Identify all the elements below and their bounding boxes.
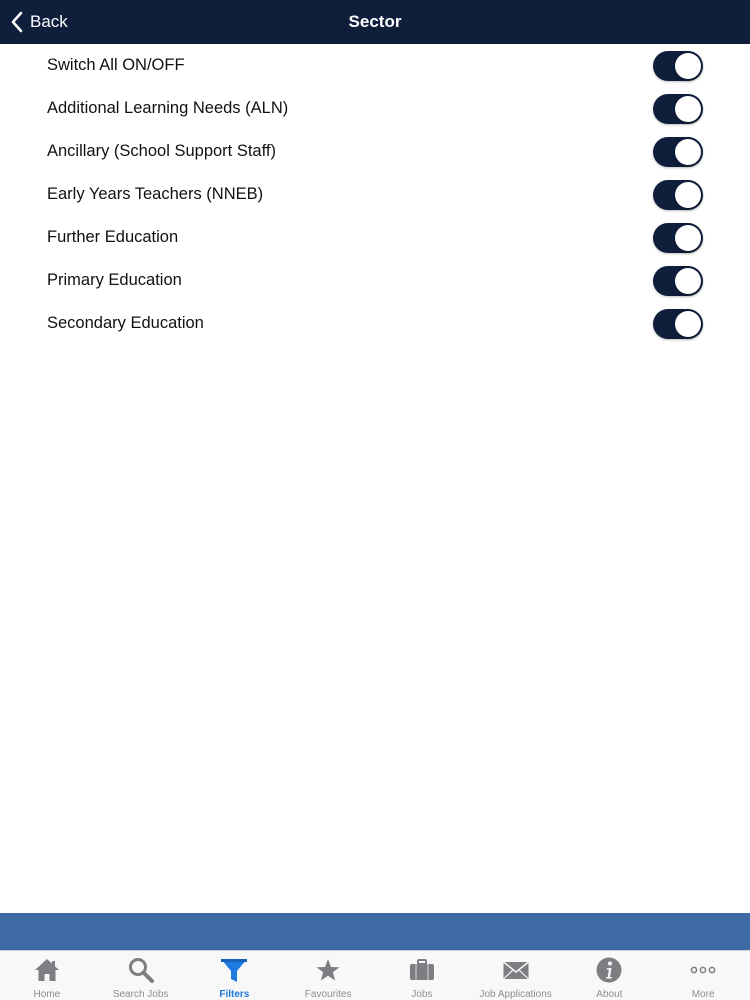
sector-row-further-education [0, 216, 750, 259]
sector-row-primary-education [0, 259, 750, 302]
toggle-knob [675, 96, 701, 122]
tab-bar [0, 950, 750, 1000]
star-icon [314, 956, 342, 984]
tab-favourites[interactable] [281, 951, 375, 1000]
toggle-knob [675, 268, 701, 294]
sector-row-early-years [0, 173, 750, 216]
back-button-label: Back [30, 12, 68, 31]
toggle-knob [675, 225, 701, 251]
tab-about[interactable] [563, 951, 657, 1000]
navigation-bar [0, 0, 750, 44]
search-icon [127, 956, 155, 984]
row-label: Ancillary (School Support Staff) [47, 142, 276, 160]
tab-jobs[interactable] [375, 951, 469, 1000]
ancillary-toggle[interactable] [653, 137, 703, 167]
tab-home[interactable] [0, 951, 94, 1000]
aln-toggle[interactable] [653, 94, 703, 124]
toggle-knob [675, 53, 701, 79]
further-education-toggle[interactable] [653, 223, 703, 253]
tab-filters[interactable] [188, 951, 282, 1000]
row-label: Further Education [47, 228, 179, 246]
sector-row-secondary-education [0, 302, 750, 345]
tab-search-jobs[interactable] [94, 951, 188, 1000]
sector-list [0, 44, 750, 345]
tab-label: Favourites [304, 989, 352, 1000]
sector-row-ancillary [0, 130, 750, 173]
sector-row-aln [0, 87, 750, 130]
tab-label: Job Applications [479, 989, 552, 1000]
switch-all-toggle[interactable] [653, 51, 703, 81]
home-icon [33, 956, 61, 984]
footer-band [0, 913, 750, 950]
secondary-education-toggle[interactable] [653, 309, 703, 339]
row-label: Additional Learning Needs (ALN) [47, 99, 289, 117]
row-label: Early Years Teachers (NNEB) [47, 185, 264, 203]
briefcase-icon [408, 956, 436, 984]
page-title: Sector [348, 12, 402, 31]
filter-icon [220, 956, 248, 984]
tab-label: About [596, 989, 623, 1000]
tab-job-applications[interactable] [469, 951, 563, 1000]
tab-label: More [691, 989, 715, 1000]
toggle-knob [675, 311, 701, 337]
tab-label: Filters [219, 989, 250, 1000]
tab-label: Search Jobs [112, 989, 169, 1000]
chevron-left-icon [10, 11, 24, 33]
row-label: Primary Education [47, 271, 182, 289]
more-icon [689, 956, 717, 984]
tab-label: Jobs [411, 989, 433, 1000]
row-label: Secondary Education [47, 314, 204, 332]
early-years-toggle[interactable] [653, 180, 703, 210]
tab-more[interactable] [656, 951, 750, 1000]
primary-education-toggle[interactable] [653, 266, 703, 296]
info-icon [595, 956, 623, 984]
row-label: Switch All ON/OFF [47, 56, 185, 74]
back-button[interactable] [10, 0, 68, 44]
tab-label: Home [33, 989, 61, 1000]
envelope-icon [502, 956, 530, 984]
toggle-knob [675, 139, 701, 165]
toggle-knob [675, 182, 701, 208]
sector-row-switch-all [0, 44, 750, 87]
